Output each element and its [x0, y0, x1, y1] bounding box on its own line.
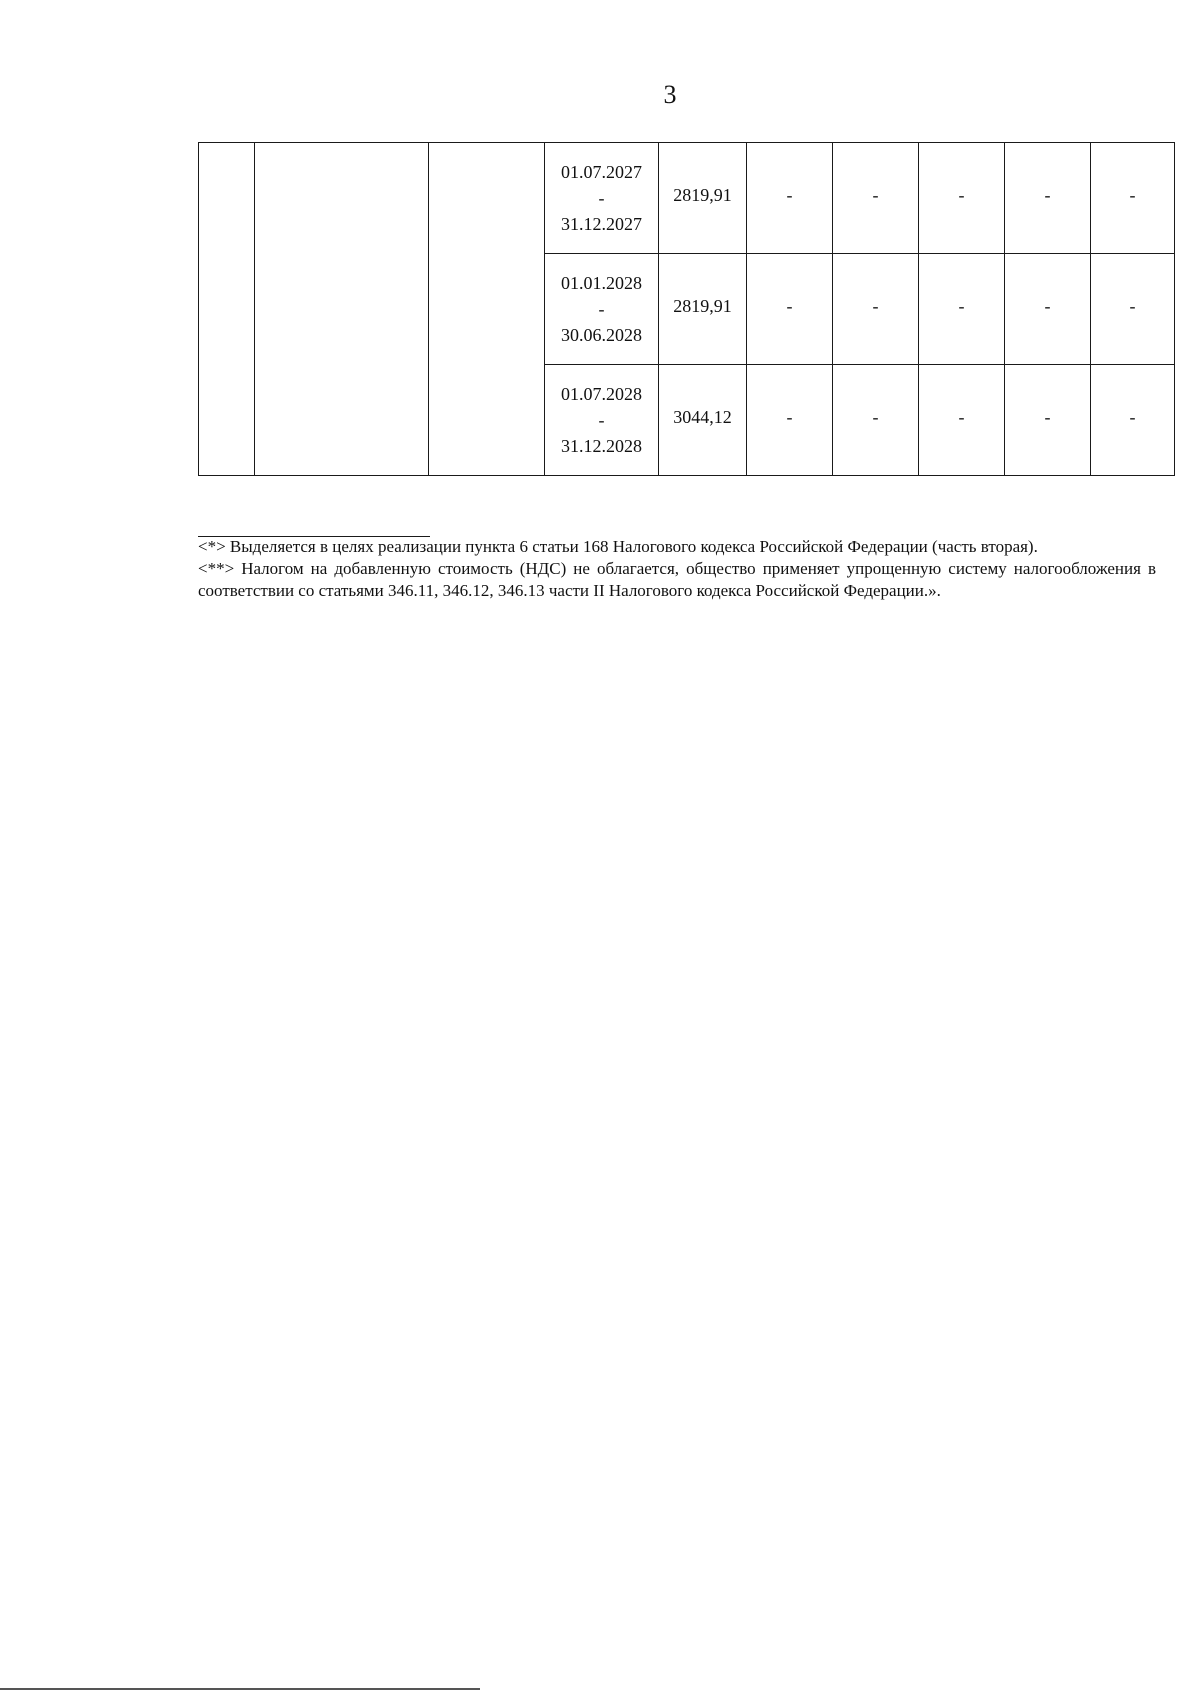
- period-end: 31.12.2028: [561, 436, 642, 456]
- empty-unit-cell: [429, 143, 545, 476]
- period-separator: -: [598, 188, 605, 208]
- dash-cell: -: [1091, 254, 1175, 365]
- page-number: 3: [663, 80, 677, 109]
- footnotes: [198, 536, 1156, 602]
- footnote-vat-exempt: <**> Налогом на добавленную стоимость (НДС) не облагается, общество применяет упрощенную систему налогообложения в соответствии со статьями 346.11, 346.12, 346.13 части II Налогового кодекса Российской Федерации.».: [198, 559, 1156, 600]
- period-start: 01.07.2027: [561, 162, 642, 182]
- footnote-vat-allocation: <*> Выделяется в целях реализации пункта 6 статьи 168 Налогового кодекса Российской Федерации (часть вторая).: [198, 537, 1038, 556]
- tariff-table: [198, 142, 1175, 476]
- period-cell: [545, 143, 659, 254]
- dash-cell: -: [1091, 143, 1175, 254]
- dash-cell: -: [919, 254, 1005, 365]
- dash-cell: -: [919, 365, 1005, 476]
- dash-cell: -: [833, 254, 919, 365]
- period-separator: -: [598, 410, 605, 430]
- period-separator: -: [598, 299, 605, 319]
- period-start: 01.07.2028: [561, 384, 642, 404]
- tariff-value-cell: 2819,91: [659, 254, 747, 365]
- dash-cell: -: [747, 143, 833, 254]
- period-end: 30.06.2028: [561, 325, 642, 345]
- tariff-value-cell: 2819,91: [659, 143, 747, 254]
- period-end: 31.12.2027: [561, 214, 642, 234]
- dash-cell: -: [919, 143, 1005, 254]
- dash-cell: -: [1005, 365, 1091, 476]
- table-row: [199, 143, 1175, 254]
- tariff-value-cell: 3044,12: [659, 365, 747, 476]
- empty-number-cell: [199, 143, 255, 476]
- dash-cell: -: [1091, 365, 1175, 476]
- period-start: 01.01.2028: [561, 273, 642, 293]
- empty-name-cell: [255, 143, 429, 476]
- period-cell: [545, 365, 659, 476]
- dash-cell: -: [1005, 143, 1091, 254]
- dash-cell: -: [747, 254, 833, 365]
- period-cell: [545, 254, 659, 365]
- dash-cell: -: [833, 143, 919, 254]
- dash-cell: -: [1005, 254, 1091, 365]
- dash-cell: -: [833, 365, 919, 476]
- dash-cell: -: [747, 365, 833, 476]
